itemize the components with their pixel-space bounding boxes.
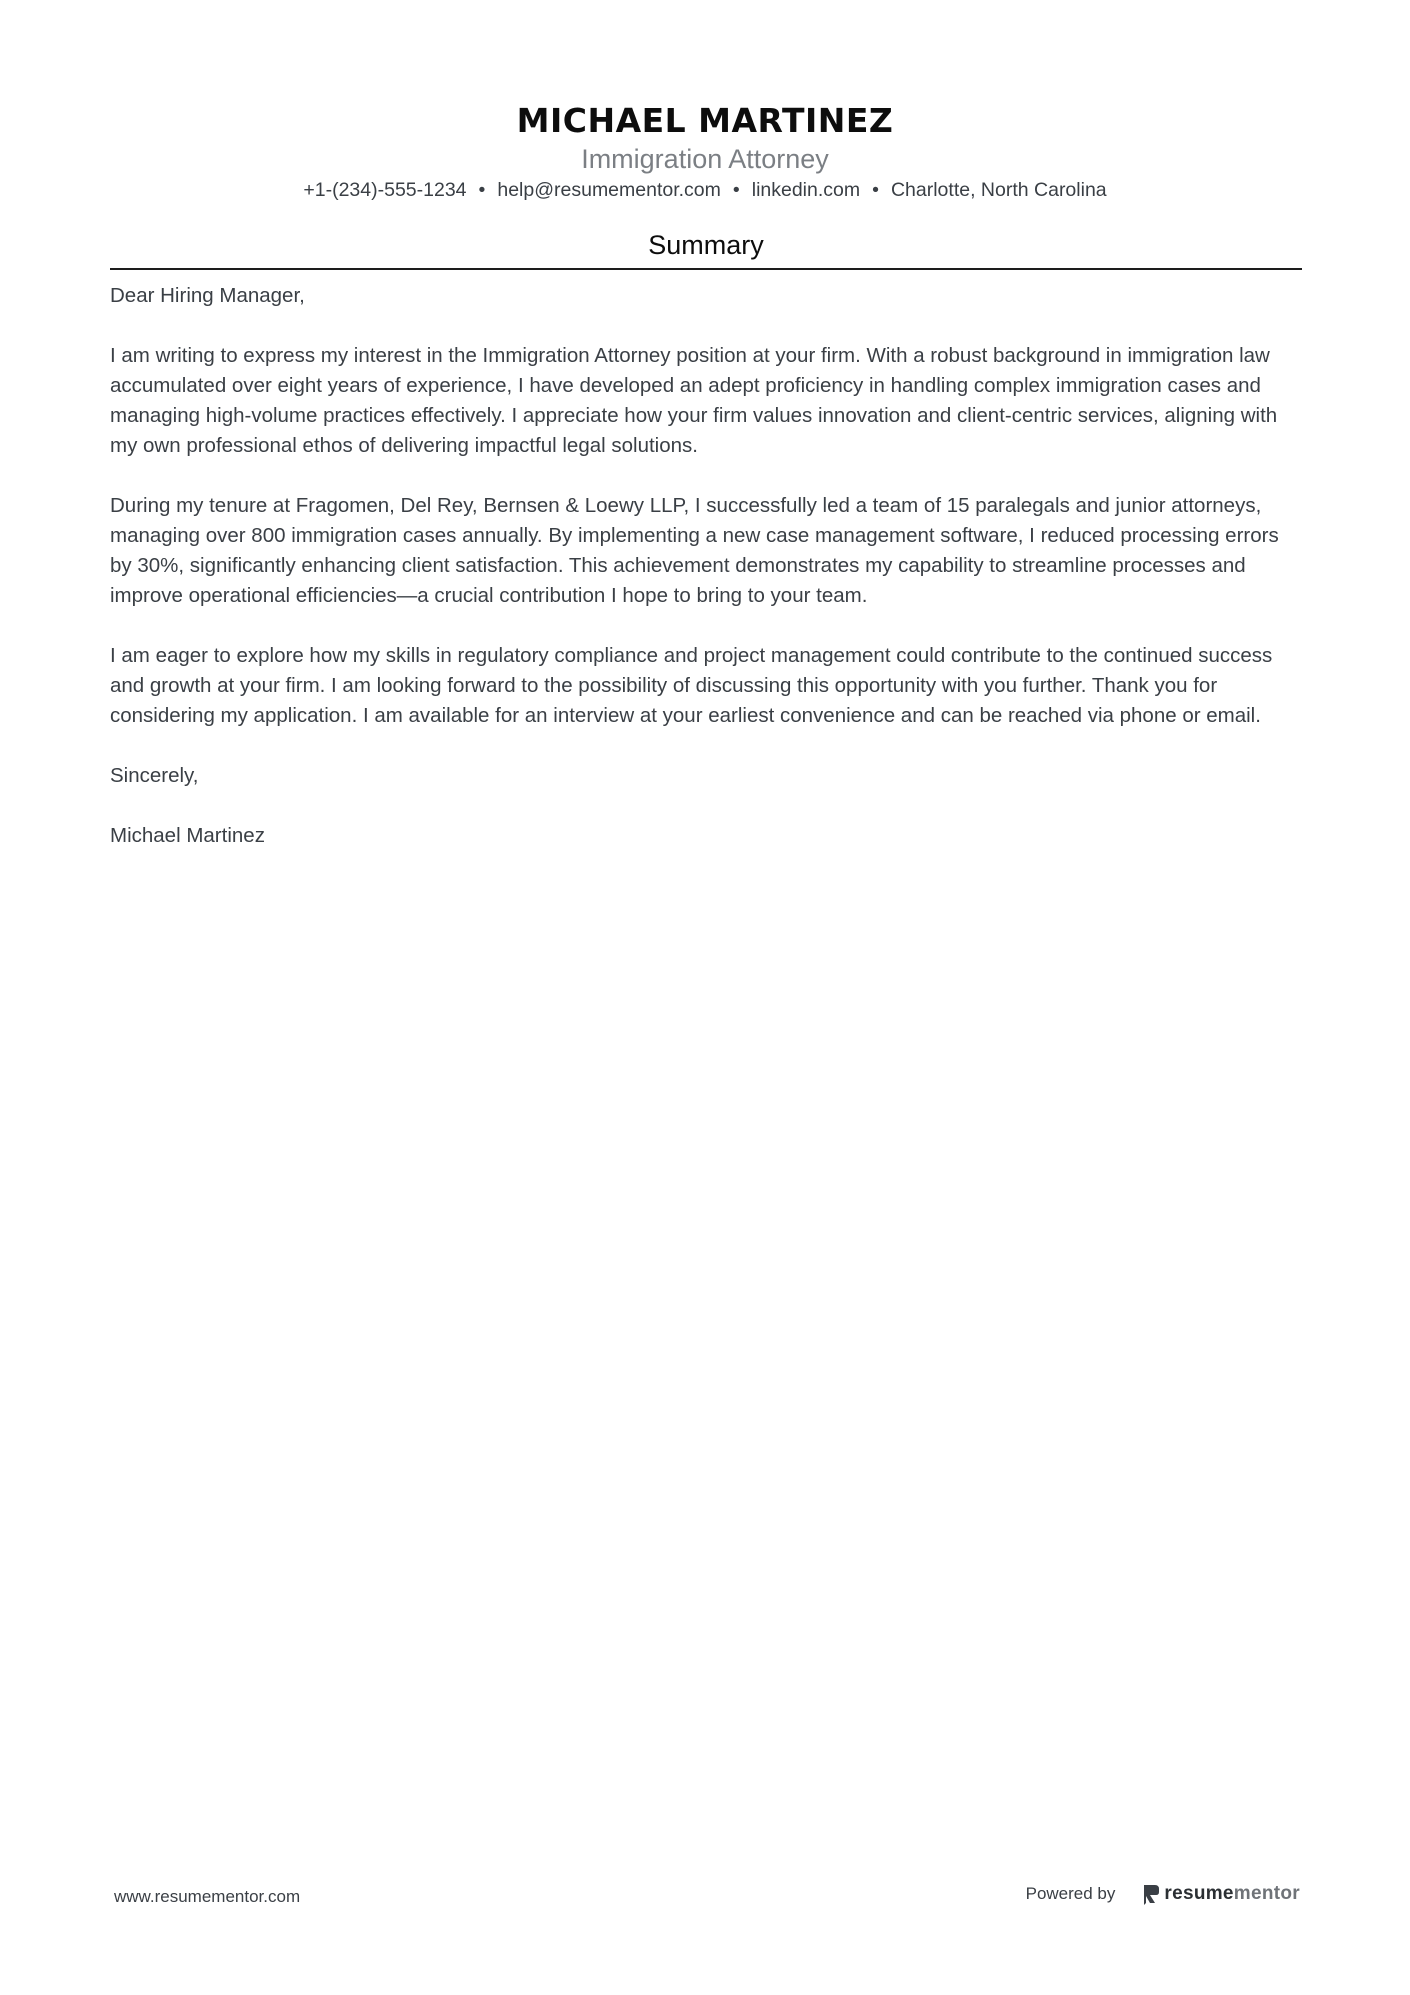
contact-location: Charlotte, North Carolina bbox=[890, 179, 1107, 201]
contact-separator: • bbox=[872, 179, 879, 201]
letter-greeting: Dear Hiring Manager, bbox=[110, 284, 305, 307]
letter-paragraph: I am writing to express my interest in the Immigration Attorney position at your firm. With a robust background in immigration law accumulated over eight years of experience, I have developed an adept proficiency in handling complex immigration cases and managing high-volume practices effectively. I appreciate how your firm values innovation and client-centric services, aligning with my own professional ethos of delivering impactful legal solutions. bbox=[110, 344, 1278, 457]
contact-email: help@resumementor.com bbox=[497, 179, 721, 201]
contact-linkedin: linkedin.com bbox=[751, 179, 861, 201]
letter-paragraph: During my tenure at Fragomen, Del Rey, Bernsen & Loewy LLP, I successfully led a team of 15 paralegals and junior attorneys, managing over 800 immigration cases annually. By implementing a new case management software, I reduced processing errors by 30%, significantly enhancing client satisfaction. This achievement demonstrates my capability to streamline processes and improve operational efficiencies—a crucial contribution I hope to bring to your team. bbox=[110, 494, 1279, 607]
contact-separator: • bbox=[732, 179, 740, 201]
brand-logo bbox=[1141, 1882, 1300, 1906]
footer-branding bbox=[1026, 1882, 1300, 1906]
contact-phone: +1-(234)-555-1234 bbox=[303, 179, 467, 201]
brand-name-bold: resume bbox=[1164, 1883, 1234, 1904]
section-title-summary: Summary bbox=[648, 230, 764, 260]
cover-letter-body bbox=[110, 281, 1305, 881]
footer-website: www.resumementor.com bbox=[114, 1887, 301, 1906]
letter-signature: Michael Martinez bbox=[110, 824, 265, 847]
contact-separator: • bbox=[478, 179, 486, 201]
candidate-name: MICHAEL MARTINEZ bbox=[516, 101, 894, 140]
brand-name bbox=[1164, 1882, 1300, 1906]
resumementor-logo-icon bbox=[1141, 1883, 1161, 1905]
candidate-role: Immigration Attorney bbox=[581, 144, 829, 174]
section-divider bbox=[110, 268, 1302, 270]
brand-name-light: mentor bbox=[1233, 1883, 1300, 1904]
contact-line bbox=[0, 176, 1410, 204]
powered-by-label: Powered by bbox=[1025, 1884, 1116, 1903]
letter-paragraph: I am eager to explore how my skills in regulatory compliance and project management could contribute to the continued success and growth at your firm. I am looking forward to the possibility of discussing this opportunity with you further. Thank you for considering my application. I am available for an interview at your earliest convenience and can be reached via phone or email. bbox=[110, 644, 1273, 727]
letter-closing: Sincerely, bbox=[110, 764, 199, 787]
resume-header bbox=[0, 100, 1410, 204]
